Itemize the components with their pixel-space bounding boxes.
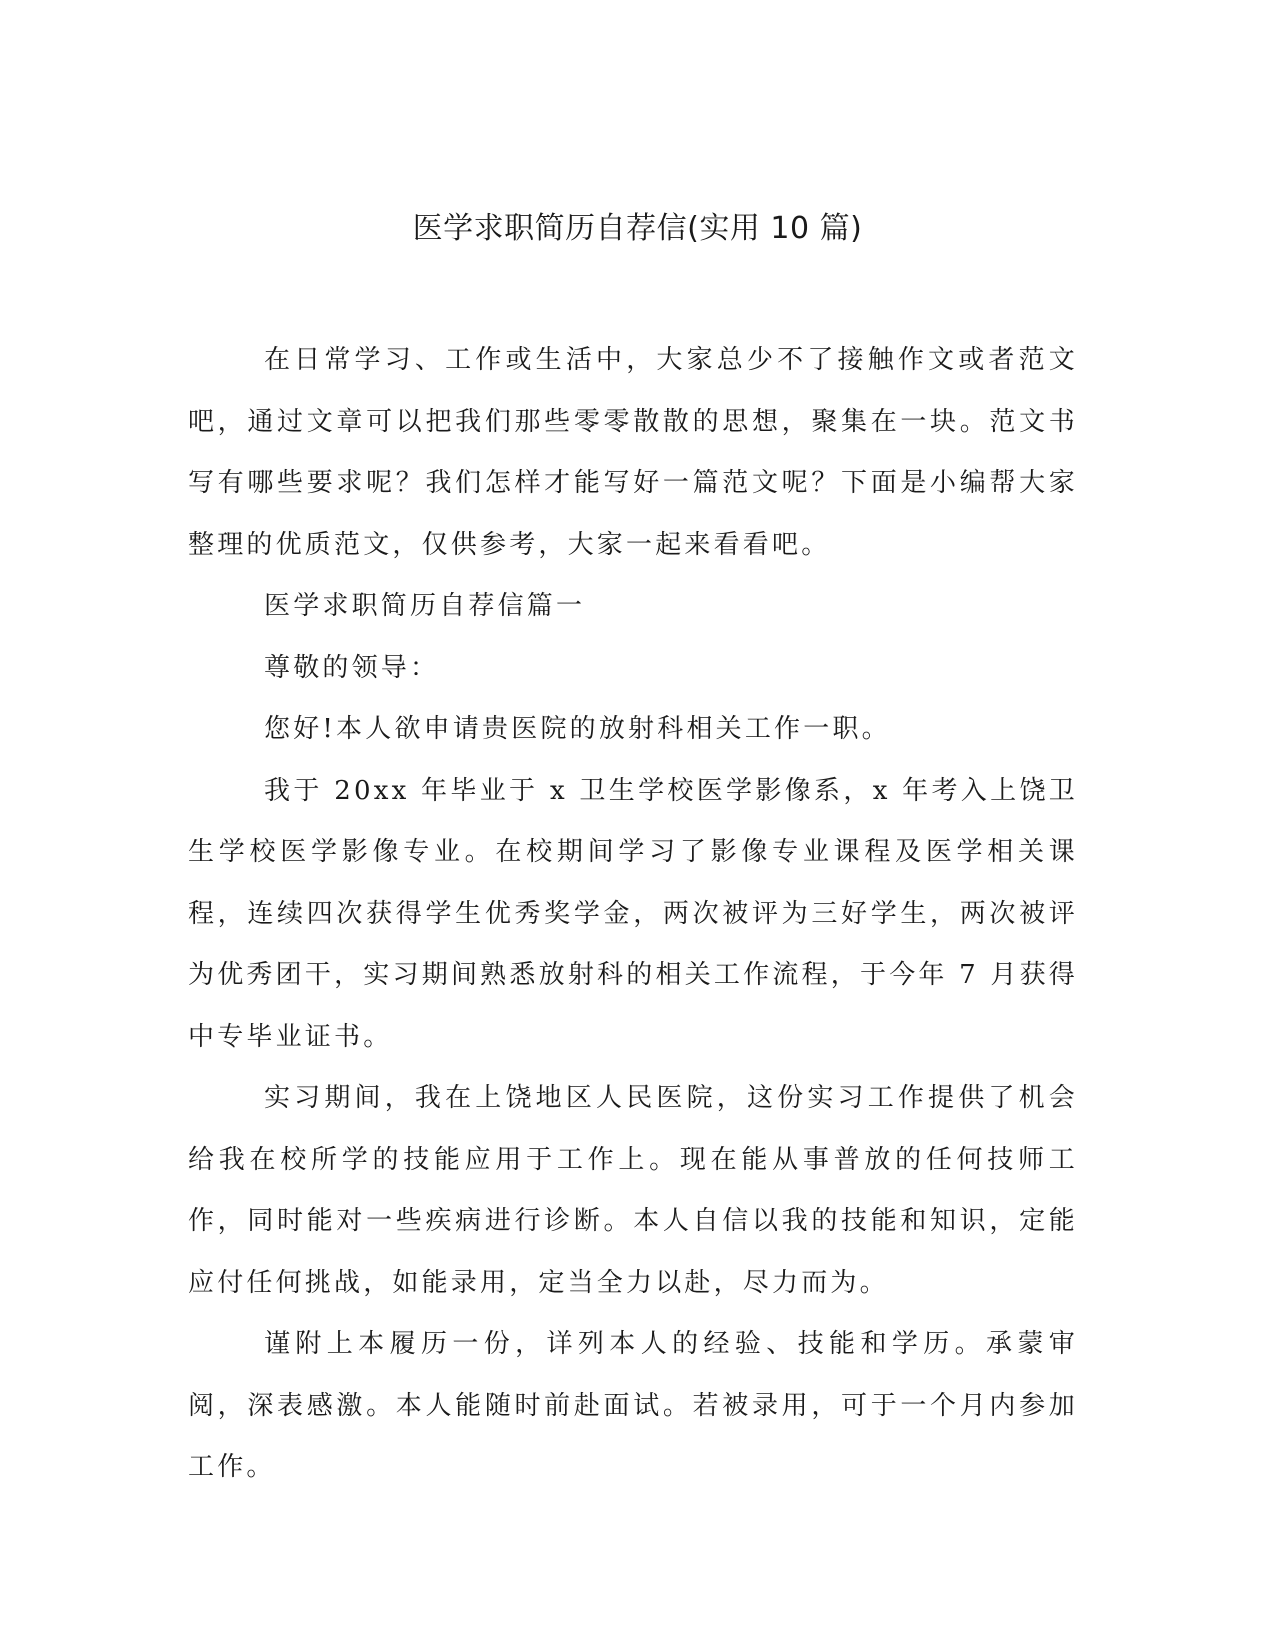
intro-paragraph: 在日常学习、工作或生活中，大家总少不了接触作文或者范文吧，通过文章可以把我们那些零零散散的思想，聚集在一块。范文书写有哪些要求呢？我们怎样才能写好一篇范文呢？下面是小编帮大家整理的优质范文，仅供参考，大家一起来看看吧。 <box>188 345 1078 560</box>
section-heading: 医学求职简历自荐信篇一 <box>264 591 586 621</box>
document-body <box>188 330 1078 1499</box>
education-paragraph: 我于 20xx 年毕业于 x 卫生学校医学影像系，x 年考入上饶卫生学校医学影像专业。在校期间学习了影像专业课程及医学相关课程，连续四次获得学生优秀奖学金，两次被评为三好学生，两次被评为优秀团干，实习期间熟悉放射科的相关工作流程，于今年 7 月获得中专毕业证书。 <box>188 775 1078 1052</box>
salutation: 尊敬的领导： <box>264 652 440 683</box>
internship-paragraph: 实习期间，我在上饶地区人民医院，这份实习工作提供了机会给我在校所学的技能应用于工作上。现在能从事普放的任何技师工作，同时能对一些疾病进行诊断。本人自信以我的技能和知识，定能应付任何挑战，如能录用，定当全力以赴，尽力而为。 <box>188 1083 1078 1298</box>
document-title: 医学求职简历自荐信(实用 10 篇) <box>412 211 863 246</box>
greeting-paragraph: 您好!本人欲申请贵医院的放射科相关工作一职。 <box>264 714 891 744</box>
closing-paragraph: 谨附上本履历一份，详列本人的经验、技能和学历。承蒙审阅，深表感激。本人能随时前赴面试。若被录用，可于一个月内参加工作。 <box>188 1329 1078 1482</box>
